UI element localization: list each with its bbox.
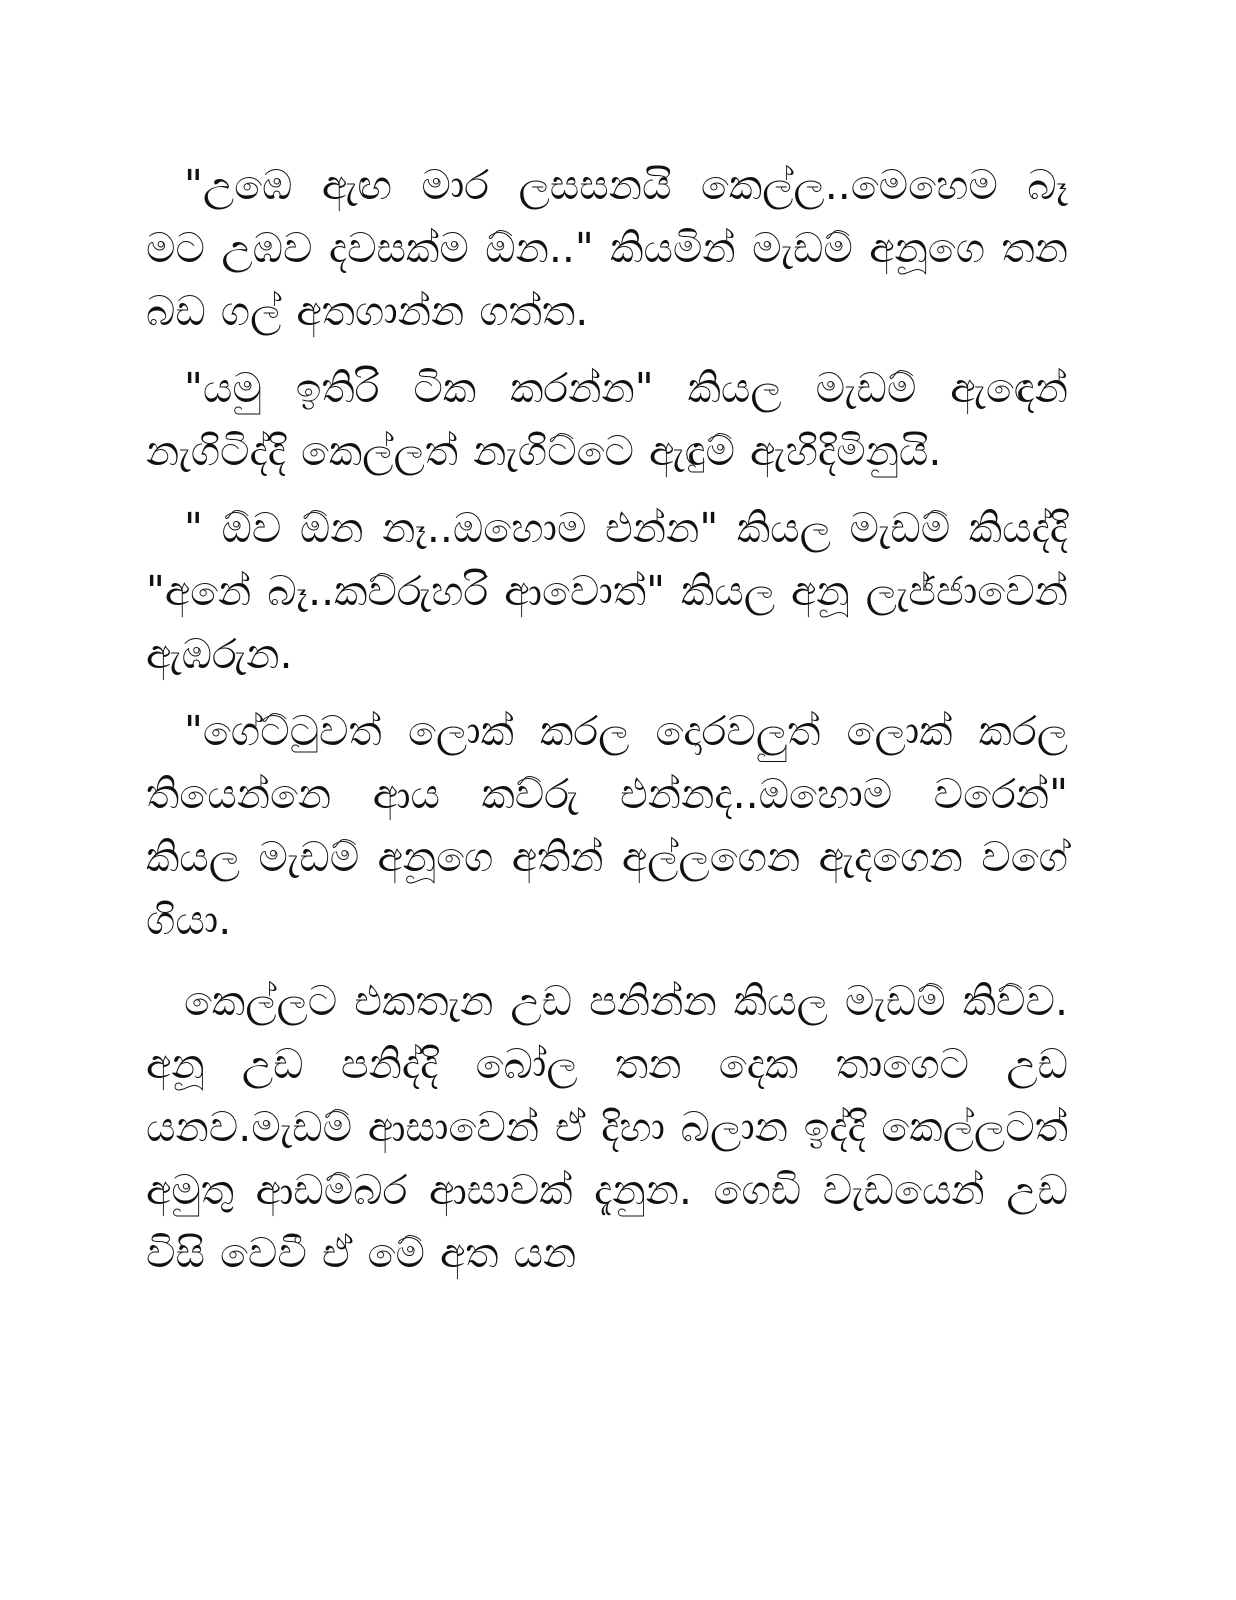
paragraph-2: "යමු ඉතිරි ටික කරන්න" කියල මැඩම් ඇඳෙන් නැගිටිද්දි කෙල්ලත් නැගිට්ටෙ ඇඳුම් ඇහිදිමිනුයි. [146,364,1068,475]
paragraph-3: " ඕව ඕන නෑ..ඔහොම එන්න" කියල මැඩම් කියද්දි "අනේ බෑ..කව්රුහරි ආවොත්" කියල අනූ ලැජ්ජාවෙන් ඇඹරුන. [146,504,1068,678]
text-column [146,154,1068,1299]
paragraph-4: "ගේට්ටුවත් ලොක් කරල දොරවලුත් ලොක් කරල තියෙන්නෙ ආය කව්රු එන්නද..ඔහොම වරෙන්" කියල මැඩම් අනූගෙ අතින් අල්ලගෙන ඇදගෙන වගේ ගියා. [146,707,1068,944]
paragraph-5: කෙල්ලට එකතැන උඩ පනින්න කියල මැඩම් කිව්ව. අනූ උඩ පනිද්දි බෝල තන දෙක තාගෙට උඩ යනව.මැඩම් ආසාවෙන් ඒ දිහා බලාන ඉද්දි කෙල්ලටත් අමුතු ආඩම්බර ආසාවක් දැනුන. ගෙඩි වැඩයෙන් උඩ විසි වෙවී ඒ මේ අත යන [146,977,1068,1277]
paragraph-1: "උඹෙ ඇඟ මාර ලසසනයි කෙල්ල..මෙහෙම බෑ මට උඹව දවසක්ම ඕන.." කියමින් මැඩම් අනූගෙ තන බඩ ගල් අතගාන්න ගත්ත. [146,161,1068,335]
